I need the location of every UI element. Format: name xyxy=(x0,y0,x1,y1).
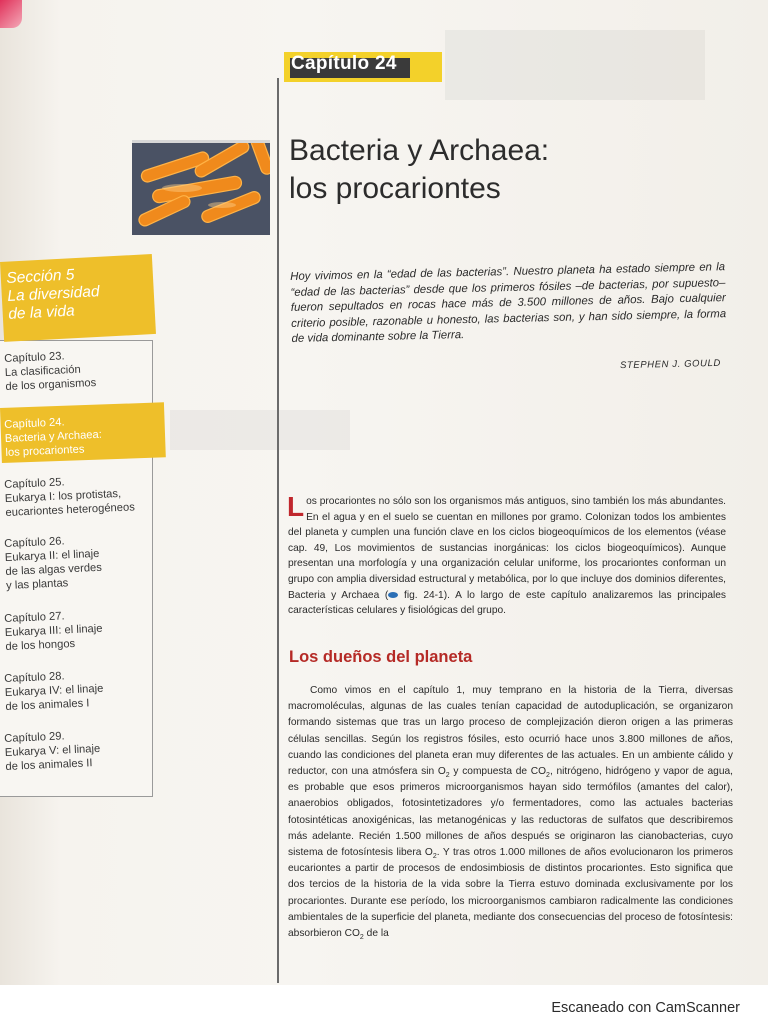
sidebar-item-number: Capítulo 26. xyxy=(4,535,65,550)
bleed-through-top xyxy=(445,30,705,100)
sidebar-item-title: de los animales II xyxy=(5,757,93,773)
sidebar-item-title: Eukarya II: el linaje xyxy=(4,547,100,564)
section-title-line2: de la vida xyxy=(7,302,76,323)
sidebar-item-title: de las algas verdes xyxy=(5,561,103,578)
sidebar-item-title: Eukarya I: los protistas, xyxy=(4,487,122,505)
sidebar-item-chapter-26 xyxy=(4,531,146,593)
figure-reference-icon xyxy=(388,592,398,598)
sidebar-item-title: La clasificación xyxy=(4,363,81,379)
sidebar-item-number: Capítulo 25. xyxy=(4,476,65,491)
chapter-title-line1: Bacteria y Archaea: xyxy=(289,134,550,167)
sidebar-item-chapter-28 xyxy=(4,666,146,714)
sidebar-item-chapter-24 xyxy=(4,412,146,460)
sidebar-item-title: Eukarya V: el linaje xyxy=(4,742,101,759)
section-text-part: Como vimos en el capítulo 1, muy temprano en la historia de la Tierra, diversas macromoléculas, algunas de las cuales tenían capacidad de autoduplicación, se organizaron formando sistemas que tras un largo proceso de complejización dieron origen a las primeras células sencillas. Según los registros fósiles, esto ocurrió hace unos 3.800 millones de años, cuando las condiciones del planeta eran muy diferentes de las actuales. En un ambiente cálido y reductor, con una atmósfera sin O xyxy=(288,685,733,778)
section-text-part: . Y tras otros 1.000 millones de años evolucionaron los primeros eucariontes a partir de procesos de endosimbiosis de distintos procariontes. Esto significa que dos tercios de la historia de la vida sobre la Tierra estuvo dominada exclusivamente por los procariontes. Durante ese período, los microorganismos cambiaron radicalmente las condiciones ambientales de la superficie del planeta, mediante dos consecuencias del proceso de fotosíntesis: absorbieron CO xyxy=(288,847,733,940)
sidebar-item-number: Capítulo 29. xyxy=(4,730,65,745)
intro-paragraph xyxy=(287,491,727,619)
intro-text-end: ). A lo largo de este capítulo analizaremos las principales características celulares y fisiológicas del grupo. xyxy=(288,589,727,617)
subscript: 2 xyxy=(359,934,364,942)
sidebar-item-title: eucariontes heterogéneos xyxy=(5,501,136,519)
sidebar-item-chapter-25 xyxy=(4,472,146,520)
sidebar-item-title: y las plantas xyxy=(5,577,69,592)
sidebar-item-number: Capítulo 23. xyxy=(4,350,65,365)
subscript: 2 xyxy=(445,772,450,780)
bleed-through-left xyxy=(170,410,350,450)
section-text-part: y compuesta de CO xyxy=(449,766,547,778)
figure-reference-link[interactable]: fig. 24-1 xyxy=(404,589,444,601)
sidebar-item-title: de los animales I xyxy=(5,697,90,713)
section-heading: Los dueños del planeta xyxy=(289,648,473,666)
bacteria-micrograph-image xyxy=(132,140,270,235)
sidebar-item-number: Capítulo 27. xyxy=(4,610,65,625)
intro-text: os procariontes no sólo son los organismos más antiguos, sino también los más abundantes. En el agua y en el suelo se cuentan en millones por gramo. Colonizan todos los ambientes del planeta y cumplen una función clave en los ciclos biogeoquímicos de los elementos (véase cap. 49, Los movimientos de sustancias inorgánicas: los ciclos biogeoquímicos). Aunque presentan una morfología y una organización celular uniforme, los procariontes conforman un grupo con amplia diversidad estructural y metabólica, por lo que incluye dos dominios diferentes, Bacteria y Archaea ( xyxy=(288,496,726,601)
sidebar-item-chapter-29 xyxy=(4,726,146,774)
section-title-line1: La diversidad xyxy=(6,283,100,305)
sidebar-item-title: de los organismos xyxy=(5,377,97,393)
epigraph-quote: Hoy vivimos en la “edad de las bacterias”. Nuestro planeta ha estado siempre en la “edad de las bacterias” desde que los primeros fósiles –de bacterias, por supuesto– fueron sepultados en rocas hace más de 3.500 millones de años. Bajo cualquier criterio posible, razonable u honesto, las bacterias son, y han sido siempre, la forma de vida dominante sobre la Tierra. xyxy=(290,261,727,346)
section-paragraph xyxy=(288,683,733,942)
drop-cap: L xyxy=(287,491,305,522)
sidebar-item-number: Capítulo 28. xyxy=(4,670,65,685)
sidebar-item-number: Capítulo 24. xyxy=(4,416,65,431)
epigraph-author: STEPHEN J. GOULD xyxy=(619,357,722,372)
page-corner-tab xyxy=(0,0,22,28)
vertical-rule xyxy=(277,78,279,983)
sidebar-item-title: Eukarya III: el linaje xyxy=(4,622,103,639)
scanner-watermark: Escaneado con CamScanner xyxy=(551,1000,740,1016)
chapter-title xyxy=(289,132,729,208)
subscript: 2 xyxy=(432,853,437,861)
section-number: Sección 5 xyxy=(6,266,75,287)
sidebar-section-label xyxy=(6,263,149,324)
section-text-part: , nitrógeno, hidrógeno y vapor de agua, es probable que esos primeros microorganismos hayan sido termófilos (amantes del calor), anaerobios obligados, fotosintetizadores y/o fermentadores, como las actuales bacterias fotosintéticas anoxigénicas, las metanogénicas y las reductoras de sulfatos que describiremos más adelante. Recién 1.500 millones de años después se originaron las cianobacterias, cuyo sistema de fotosíntesis libera O xyxy=(288,766,733,859)
sidebar-item-chapter-23 xyxy=(4,346,146,394)
sidebar-item-title: Bacteria y Archaea: xyxy=(4,428,103,445)
chapter-label: Capítulo 24 xyxy=(291,53,397,74)
sidebar-item-title: los procariontes xyxy=(5,443,85,459)
subscript: 2 xyxy=(546,772,550,780)
sidebar-item-title: de los hongos xyxy=(5,637,76,653)
chapter-title-line2: los procariontes xyxy=(289,172,501,205)
bacteria-illustration xyxy=(132,143,270,235)
section-text-part: de la xyxy=(363,928,389,940)
sidebar-item-chapter-27 xyxy=(4,606,146,654)
sidebar-item-title: Eukarya IV: el linaje xyxy=(4,682,104,699)
